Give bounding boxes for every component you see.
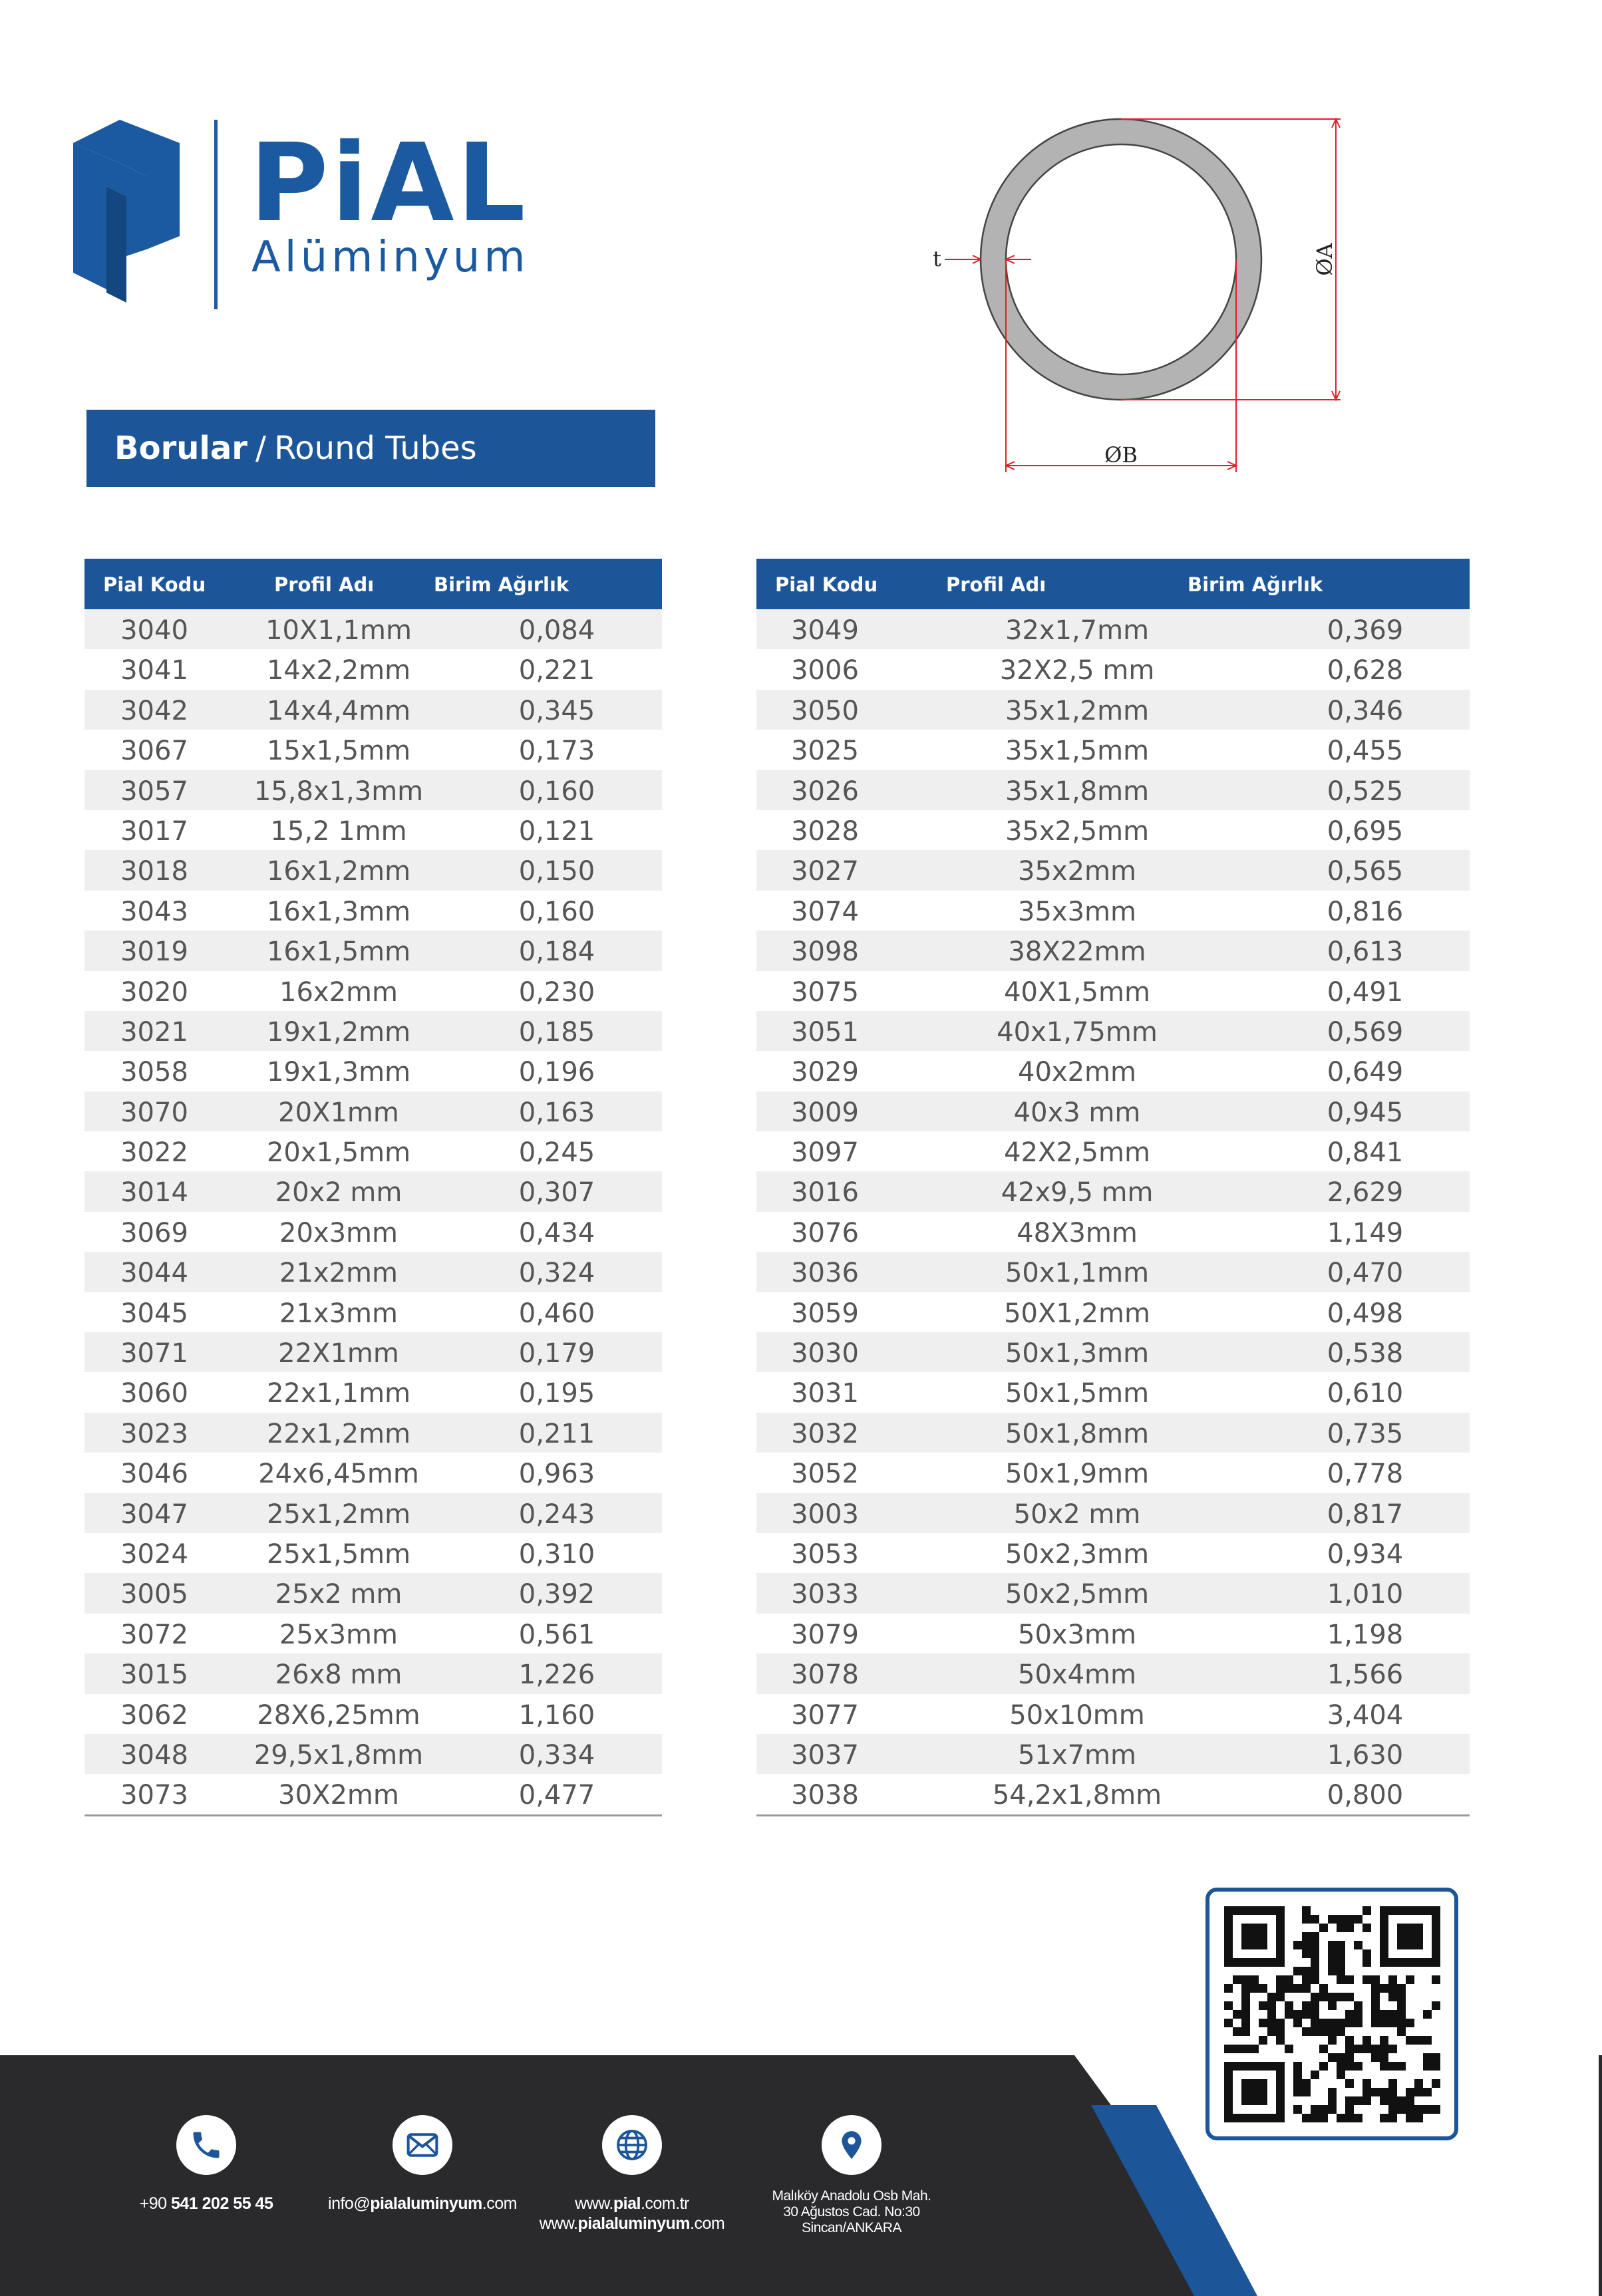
cell-code: 3078 [791,1659,859,1691]
table-row [756,1653,1470,1693]
table-row [84,1493,662,1533]
cell-code: 3075 [791,976,859,1008]
cell-profile: 28X6,25mm [257,1699,420,1731]
cell-weight: 1,226 [518,1659,595,1691]
cell-code: 3060 [120,1378,188,1409]
cell-weight: 0,307 [518,1177,595,1209]
cell-code: 3041 [120,655,188,686]
table-row [756,1051,1470,1091]
location-pin-icon [822,2115,881,2175]
cell-weight: 0,230 [518,976,595,1008]
cell-code: 3020 [120,976,188,1008]
cell-code: 3006 [791,655,859,686]
cell-code: 3038 [791,1780,859,1811]
cell-profile: 35x3mm [1018,896,1136,927]
cell-code: 3049 [791,615,859,646]
title-bold: Borular [114,430,247,467]
cell-profile: 40x1,75mm [997,1016,1158,1048]
contact-address[interactable] [758,2115,945,2236]
cell-code: 3042 [120,695,188,726]
cell-weight: 0,778 [1327,1459,1404,1490]
table-row [756,891,1470,931]
cell-weight: 1,630 [1327,1739,1404,1771]
cell-weight: 0,963 [518,1459,595,1490]
cell-weight: 0,735 [1327,1418,1404,1449]
cell-code: 3037 [791,1739,859,1771]
cell-profile: 48X3mm [1017,1217,1138,1248]
cell-profile: 19x1,3mm [266,1057,411,1088]
cell-profile: 22x1,1mm [266,1378,411,1409]
contact-website[interactable] [532,2115,732,2233]
table-row [84,1413,662,1453]
table-row [756,1694,1470,1734]
cell-profile: 20X1mm [278,1097,399,1128]
cell-profile: 35x2,5mm [1005,815,1150,847]
table-row [756,1091,1470,1131]
label-ob: ØB [1104,442,1138,468]
title-regular: Round Tubes [274,430,477,467]
cell-code: 3028 [791,815,859,847]
cell-code: 3052 [791,1459,859,1490]
website-text: www.pial.com.tr www.pialaluminyum.com [539,2194,725,2233]
table-header [84,559,662,609]
cell-profile: 20x2 mm [275,1177,402,1209]
cell-code: 3015 [120,1659,188,1691]
table-row [756,1212,1470,1252]
table-row [84,1292,662,1332]
cell-code: 3040 [120,615,188,646]
table-row [84,971,662,1011]
table-row [84,1051,662,1091]
logo-divider [214,120,218,309]
cell-profile: 26x8 mm [275,1659,402,1691]
label-oa: ØA [1312,243,1337,276]
cell-weight: 1,010 [1327,1579,1404,1610]
cell-code: 3027 [791,856,859,887]
cell-weight: 0,185 [518,1016,595,1048]
mail-icon [393,2115,452,2175]
cell-profile: 16x2mm [279,976,398,1008]
cell-profile: 29,5x1,8mm [253,1739,424,1771]
table-row [84,931,662,970]
cell-weight: 0,195 [518,1378,595,1409]
cell-weight: 0,173 [518,736,595,767]
cell-weight: 0,150 [518,856,595,887]
cell-weight: 0,163 [518,1097,595,1128]
cell-weight: 0,613 [1327,936,1404,968]
tubes-table-left [84,559,662,1816]
cell-profile: 35x1,8mm [1005,776,1150,807]
table-bottom-rule [756,1814,1470,1816]
phone-text: +90 541 202 55 45 [139,2194,273,2213]
col-header-profile: Profil Adı [274,573,375,596]
cell-code: 3009 [791,1097,859,1128]
cell-profile: 20x3mm [279,1217,398,1248]
table-header [756,559,1470,609]
cell-code: 3062 [120,1699,188,1731]
table-row [84,1573,662,1613]
label-t: t [933,246,941,271]
table-row [756,850,1470,890]
cell-profile: 35x1,2mm [1005,695,1150,726]
cell-code: 3021 [120,1016,188,1048]
cell-profile: 21x2mm [279,1258,398,1289]
cell-code: 3073 [120,1780,188,1811]
table-row [84,649,662,689]
cell-profile: 25x3mm [279,1619,398,1650]
table-row [84,1774,662,1814]
cell-profile: 35x1,5mm [1005,736,1150,767]
cell-weight: 0,221 [518,655,595,686]
cell-weight: 0,945 [1327,1097,1404,1128]
cell-profile: 30X2mm [278,1780,399,1811]
cell-weight: 0,934 [1327,1538,1404,1570]
cell-weight: 0,800 [1327,1780,1404,1811]
tube-diagram [918,100,1370,486]
cell-profile: 35x2mm [1018,856,1136,887]
cell-code: 3070 [120,1097,188,1128]
cell-weight: 0,460 [518,1298,595,1329]
cell-code: 3074 [791,896,859,927]
cell-weight: 0,346 [1327,695,1404,726]
col-header-weight: Birim Ağırlık [1188,573,1323,596]
table-row [756,931,1470,970]
cell-code: 3032 [791,1418,859,1449]
cell-profile: 14x2,2mm [266,655,411,686]
cell-profile: 50X1,2mm [1004,1298,1150,1329]
table-row [756,1171,1470,1211]
table-row [84,609,662,649]
cell-code: 3003 [791,1499,859,1530]
cell-weight: 2,629 [1327,1177,1404,1209]
table-row [756,730,1470,770]
cell-code: 3047 [120,1499,188,1530]
cell-profile: 25x2 mm [275,1579,402,1610]
cell-profile: 14x4,4mm [266,695,411,726]
table-row [84,1212,662,1252]
cell-weight: 0,841 [1327,1137,1404,1169]
cell-weight: 0,695 [1327,815,1404,847]
cell-code: 3017 [120,815,188,847]
tubes-table-right [756,559,1470,1816]
cell-weight: 0,196 [518,1057,595,1088]
cell-code: 3058 [120,1057,188,1088]
cell-profile: 51x7mm [1018,1739,1136,1771]
address-text: Malıköy Anadolu Osb Mah. 30 Ağustos Cad. No:30 Sincan/ANKARA [772,2188,931,2235]
cell-weight: 0,817 [1327,1499,1404,1530]
col-header-weight: Birim Ağırlık [434,573,569,596]
cell-weight: 0,649 [1327,1057,1404,1088]
cell-code: 3029 [791,1057,859,1088]
table-row [756,1252,1470,1292]
table-row [84,1694,662,1734]
cell-profile: 32x1,7mm [1005,615,1150,646]
table-row [84,1011,662,1051]
table-row [756,1533,1470,1573]
cell-weight: 0,121 [518,815,595,847]
title-separator: / [255,430,267,467]
cell-code: 3019 [120,936,188,968]
email-text: info@pialaluminyum.com [328,2194,517,2213]
table-row [756,1011,1470,1051]
table-row [756,1292,1470,1332]
table-row [756,1734,1470,1774]
cell-code: 3043 [120,896,188,927]
cell-profile: 42x9,5 mm [1001,1177,1154,1209]
cell-code: 3018 [120,856,188,887]
table-row [756,1774,1470,1814]
cell-code: 3077 [791,1699,859,1731]
cell-code: 3067 [120,736,188,767]
cell-code: 3022 [120,1137,188,1169]
tube-inner-edge [1006,144,1236,374]
cell-weight: 0,561 [518,1619,595,1650]
cell-profile: 42X2,5mm [1004,1137,1150,1169]
section-title [86,410,655,487]
table-row [756,1131,1470,1171]
cell-code: 3044 [120,1258,188,1289]
cell-weight: 3,404 [1327,1699,1404,1731]
cell-profile: 50x2,3mm [1005,1538,1150,1570]
table-bottom-rule [84,1814,662,1816]
cell-weight: 0,498 [1327,1298,1404,1329]
cell-profile: 19x1,2mm [266,1016,411,1048]
cell-code: 3030 [791,1338,859,1369]
cell-code: 3050 [791,695,859,726]
cell-code: 3023 [120,1418,188,1449]
cell-weight: 0,816 [1327,896,1404,927]
table-row [84,1131,662,1171]
cell-profile: 50x1,3mm [1005,1338,1150,1369]
table-row [84,1453,662,1493]
col-header-code: Pial Kodu [103,573,206,596]
cell-weight: 0,610 [1327,1378,1404,1409]
table-row [756,1573,1470,1613]
cell-profile: 22X1mm [278,1338,399,1369]
cell-weight: 1,149 [1327,1217,1404,1248]
cell-weight: 0,369 [1327,615,1404,646]
cell-profile: 25x1,5mm [266,1538,411,1570]
cell-profile: 16x1,5mm [266,936,411,968]
tube-ring [993,132,1249,387]
cell-weight: 0,434 [518,1217,595,1248]
cell-code: 3026 [791,776,859,807]
cell-weight: 1,198 [1327,1619,1404,1650]
cell-code: 3046 [120,1459,188,1490]
cell-profile: 16x1,3mm [266,896,411,927]
cell-code: 3098 [791,936,859,968]
cell-code: 3033 [791,1579,859,1610]
cell-weight: 0,184 [518,936,595,968]
cell-weight: 0,160 [518,896,595,927]
table-row [84,770,662,810]
cell-profile: 24x6,45mm [258,1459,419,1490]
cell-code: 3016 [791,1177,859,1209]
cell-profile: 38X22mm [1008,936,1146,968]
cell-profile: 50x4mm [1018,1659,1136,1691]
table-row [84,810,662,850]
cell-weight: 0,084 [518,615,595,646]
table-row [756,690,1470,730]
cell-profile: 50x2 mm [1013,1499,1141,1530]
cell-profile: 50x1,5mm [1005,1378,1150,1409]
cell-weight: 0,179 [518,1338,595,1369]
cell-weight: 0,628 [1327,655,1404,686]
contact-email[interactable] [323,2115,522,2214]
table-row [756,609,1470,649]
table-row [756,1453,1470,1493]
brand-subtitle: Alüminyum [251,233,530,282]
cell-code: 3059 [791,1298,859,1329]
col-header-profile: Profil Adı [946,573,1046,596]
cell-profile: 50x3mm [1018,1619,1136,1650]
table-row [84,1091,662,1131]
contact-phone[interactable] [133,2115,279,2214]
table-row [756,810,1470,850]
cell-profile: 22x1,2mm [266,1418,411,1449]
cell-weight: 0,477 [518,1780,595,1811]
col-header-code: Pial Kodu [775,573,878,596]
cell-weight: 0,565 [1327,856,1404,887]
cell-code: 3097 [791,1137,859,1169]
table-row [756,971,1470,1011]
table-row [756,1493,1470,1533]
cell-weight: 0,345 [518,695,595,726]
brand-name: PiAL [249,121,528,246]
cell-code: 3014 [120,1177,188,1209]
cell-weight: 0,569 [1327,1016,1404,1048]
cell-code: 3005 [120,1579,188,1610]
table-row [84,1332,662,1372]
cell-weight: 0,324 [518,1258,595,1289]
table-row [84,1252,662,1292]
cell-profile: 50x2,5mm [1005,1579,1150,1610]
cell-code: 3051 [791,1016,859,1048]
cell-code: 3072 [120,1619,188,1650]
cell-weight: 1,566 [1327,1659,1404,1691]
table-row [84,850,662,890]
table-row [756,1614,1470,1653]
cell-code: 3079 [791,1619,859,1650]
cell-profile: 40X1,5mm [1004,976,1150,1008]
cell-weight: 0,525 [1327,776,1404,807]
cell-code: 3053 [791,1538,859,1570]
cell-weight: 0,211 [518,1418,595,1449]
cell-code: 3024 [120,1538,188,1570]
cell-profile: 54,2x1,8mm [992,1780,1162,1811]
cell-code: 3071 [120,1338,188,1369]
table-row [756,1372,1470,1412]
cell-code: 3048 [120,1739,188,1771]
cell-weight: 0,455 [1327,736,1404,767]
phone-icon [176,2115,236,2175]
table-row [756,1332,1470,1372]
table-row [756,1413,1470,1453]
cell-code: 3076 [791,1217,859,1248]
cell-weight: 0,538 [1327,1338,1404,1369]
cell-weight: 0,245 [518,1137,595,1169]
table-row [84,1734,662,1774]
cell-profile: 16x1,2mm [266,856,411,887]
cell-profile: 20x1,5mm [266,1137,411,1169]
cell-weight: 0,491 [1327,976,1404,1008]
cell-profile: 50x10mm [1009,1699,1145,1731]
table-row [84,1171,662,1211]
cell-code: 3031 [791,1378,859,1409]
table-row [84,690,662,730]
cell-profile: 50x1,8mm [1005,1418,1150,1449]
cell-profile: 50x1,9mm [1005,1459,1150,1490]
table-row [756,770,1470,810]
cell-profile: 32X2,5 mm [999,655,1155,686]
cell-weight: 0,470 [1327,1258,1404,1289]
cell-code: 3036 [791,1258,859,1289]
cell-profile: 15,2 1mm [270,815,407,847]
cell-code: 3025 [791,736,859,767]
cell-weight: 0,392 [518,1579,595,1610]
cell-weight: 0,310 [518,1538,595,1570]
cell-profile: 50x1,1mm [1005,1258,1150,1289]
cell-profile: 40x2mm [1018,1057,1136,1088]
qr-code[interactable] [1205,1888,1458,2140]
table-row [84,1372,662,1412]
cell-weight: 0,334 [518,1739,595,1771]
logo-mark-icon [73,120,180,303]
cell-profile: 25x1,2mm [266,1499,411,1530]
cell-weight: 0,160 [518,776,595,807]
cell-weight: 1,160 [518,1699,595,1731]
table-row [84,891,662,931]
table-row [756,649,1470,689]
cell-profile: 10X1,1mm [265,615,412,646]
cell-profile: 40x3 mm [1013,1097,1141,1128]
cell-code: 3045 [120,1298,188,1329]
cell-profile: 15,8x1,3mm [253,776,424,807]
globe-icon [602,2115,662,2175]
table-row [84,1533,662,1573]
table-row [84,730,662,770]
cell-weight: 0,243 [518,1499,595,1530]
table-row [84,1614,662,1653]
cell-code: 3069 [120,1217,188,1248]
cell-code: 3057 [120,776,188,807]
cell-profile: 15x1,5mm [266,736,411,767]
cell-profile: 21x3mm [279,1298,398,1329]
table-row [84,1653,662,1693]
